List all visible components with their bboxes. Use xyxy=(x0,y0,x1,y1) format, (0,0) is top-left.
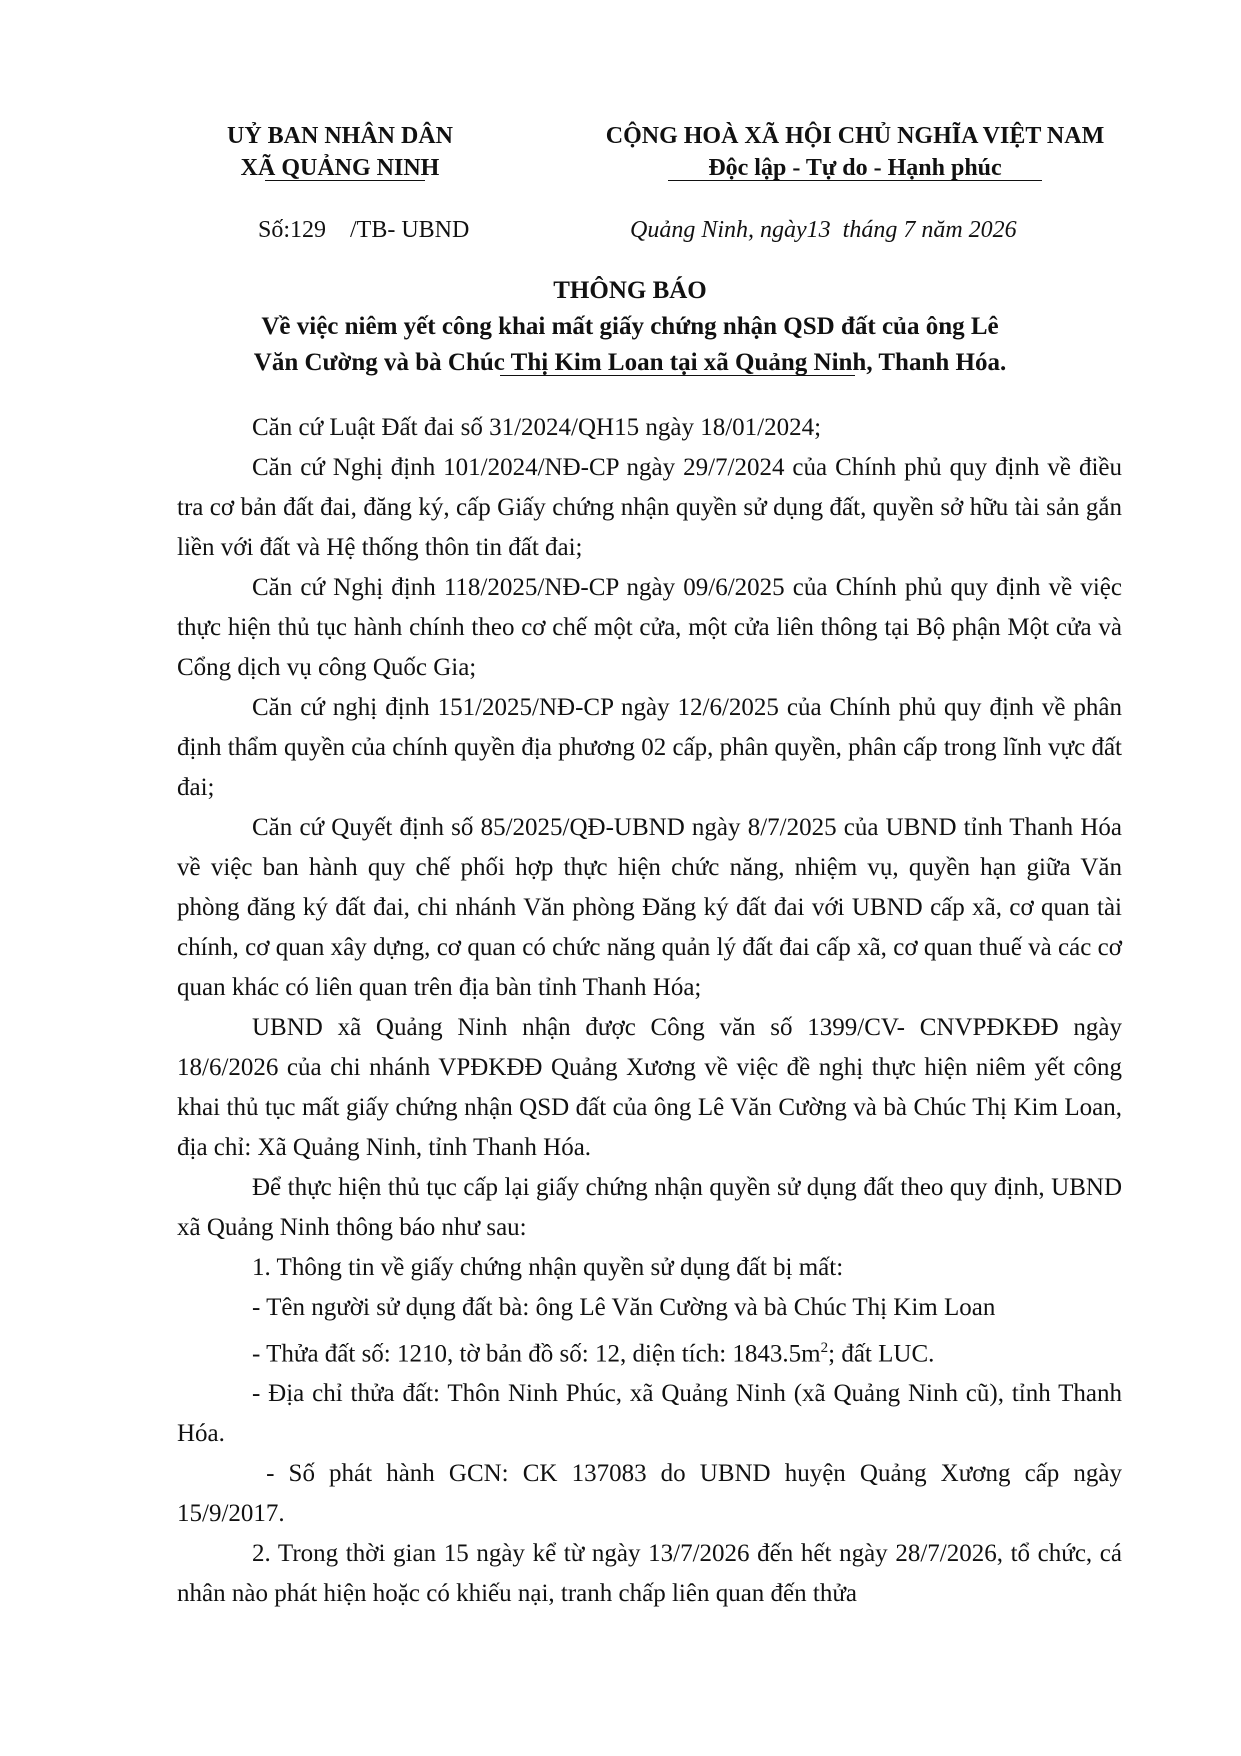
paragraph: Căn cứ Luật Đất đai số 31/2024/QH15 ngày 18/01/2024; xyxy=(252,414,822,441)
issuing-authority xyxy=(170,120,510,184)
paragraph: Căn cứ Nghị định 118/2025/NĐ-CP ngày 09/6/2025 của Chính phủ quy định về việc thực hiện thủ tục hành chính theo cơ chế một cửa, một cửa liên thông tại Bộ phận Một cửa và Cổng dịch vụ công Quốc Gia; xyxy=(177,574,1122,681)
document-title: THÔNG BÁO xyxy=(553,277,707,304)
motto-underline xyxy=(668,180,1042,181)
document-body xyxy=(177,408,1129,1614)
paragraph: 1. Thông tin về giấy chứng nhận quyền sử dụng đất bị mất: xyxy=(252,1254,844,1281)
authority-line-2: XÃ QUẢNG NINH xyxy=(240,155,440,181)
authority-underline xyxy=(265,180,425,181)
national-motto: Độc lập - Tự do - Hạnh phúc xyxy=(708,155,1002,181)
subtitle-line-2: Văn Cường và bà Chúc Thị Kim Loan tại xã Quảng Ninh, Thanh Hóa. xyxy=(253,349,1007,376)
paragraph: - Địa chỉ thửa đất: Thôn Ninh Phúc, xã Quảng Ninh (xã Quảng Ninh cũ), tỉnh Thanh Hóa. xyxy=(177,1380,1122,1448)
national-title: CỘNG HOÀ XÃ HỘI CHỦ NGHĨA VIỆT NAM xyxy=(605,123,1105,149)
paragraph: - Tên người sử dụng đất bà: ông Lê Văn Cường và bà Chúc Thị Kim Loan xyxy=(252,1294,996,1321)
parcel-line xyxy=(177,1328,1122,1374)
document-subtitle xyxy=(160,309,1100,381)
national-header xyxy=(560,120,1150,184)
paragraph: UBND xã Quảng Ninh nhận được Công văn số 1399/CV- CNVPĐKĐĐ ngày 18/6/2026 của chi nhánh VPĐKĐĐ Quảng Xương về việc đề nghị thực hiện niêm yết công khai thủ tục mất giấy chứng nhận QSD đất của ông Lê Văn Cường và bà Chúc Thị Kim Loan, địa chỉ: Xã Quảng Ninh, tỉnh Thanh Hóa. xyxy=(177,1014,1122,1161)
paragraph: Căn cứ Nghị định 101/2024/NĐ-CP ngày 29/7/2024 của Chính phủ quy định về điều tra cơ bản đất đai, đăng ký, cấp Giấy chứng nhận quyền sử dụng đất, quyền sở hữu tài sản gắn liền với đất và Hệ thống thôn tin đất đai; xyxy=(177,454,1122,561)
document-number: Số:129 /TB- UBND xyxy=(258,217,470,243)
paragraph: - Số phát hành GCN: CK 137083 do UBND huyện Quảng Xương cấp ngày 15/9/2017. xyxy=(177,1460,1129,1528)
parcel-text-end: ; đất LUC. xyxy=(828,1340,935,1368)
subtitle-line-1: Về việc niêm yết công khai mất giấy chứng nhận QSD đất của ông Lê xyxy=(261,313,999,340)
area-unit-superscript: 2 xyxy=(820,1340,829,1356)
paragraph: Để thực hiện thủ tục cấp lại giấy chứng nhận quyền sử dụng đất theo quy định, UBND xã Quảng Ninh thông báo như sau: xyxy=(177,1174,1122,1241)
paragraph: 2. Trong thời gian 15 ngày kể từ ngày 13/7/2026 đến hết ngày 28/7/2026, tổ chức, cá nhân nào phát hiện hoặc có khiếu nại, tranh chấp liên quan đến thửa xyxy=(177,1540,1122,1608)
paragraph: Căn cứ Quyết định số 85/2025/QĐ-UBND ngày 8/7/2025 của UBND tỉnh Thanh Hóa về việc ban hành quy chế phối hợp thực hiện chức năng, nhiệm vụ, quyền hạn giữa Văn phòng đăng ký đất đai, chi nhánh Văn phòng Đăng ký đất đai với UBND cấp xã, cơ quan tài chính, cơ quan xây dựng, cơ quan có chức năng quản lý đất đai cấp xã, cơ quan thuế và các cơ quan khác có liên quan trên địa bàn tỉnh Thanh Hóa; xyxy=(177,814,1122,1001)
parcel-text: - Thửa đất số: 1210, tờ bản đồ số: 12, diện tích: 1843.5m xyxy=(252,1340,821,1368)
authority-line-1: UỶ BAN NHÂN DÂN xyxy=(227,123,453,149)
place-and-date: Quảng Ninh, ngày13 tháng 7 năm 2026 xyxy=(630,217,1017,243)
paragraph: Căn cứ nghị định 151/2025/NĐ-CP ngày 12/6/2025 của Chính phủ quy định về phân định thẩm quyền của chính quyền địa phương 02 cấp, phân quyền, phân cấp trong lĩnh vực đất đai; xyxy=(177,694,1122,801)
subtitle-underline xyxy=(500,375,855,376)
